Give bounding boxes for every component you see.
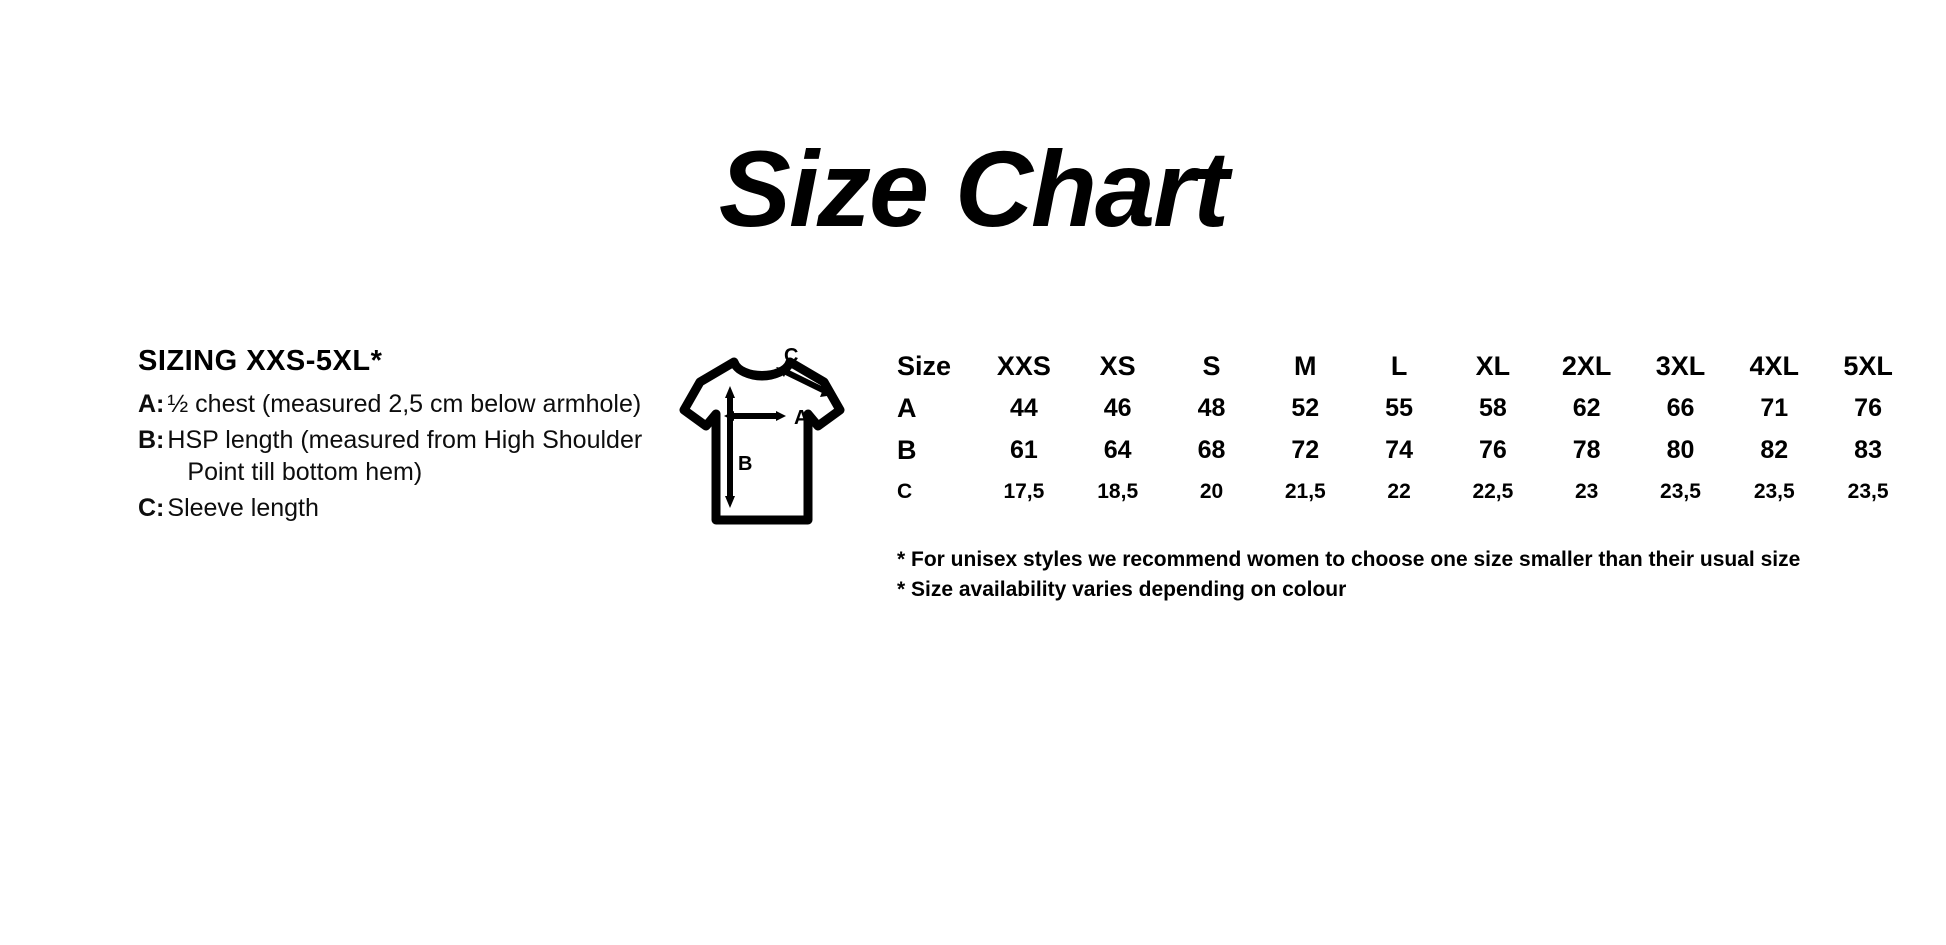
cell-b-3xl: 80 <box>1666 435 1695 464</box>
header-size: Size <box>897 350 952 381</box>
legend-text-c: Sleeve length <box>167 494 319 522</box>
legend-text-b-line1: HSP length (measured from High Shoulder <box>167 426 643 454</box>
cell-a-xxs: 44 <box>1009 393 1038 422</box>
legend-key-c: C: <box>138 494 165 522</box>
cell-b-xl: 76 <box>1478 435 1507 464</box>
table-row <box>895 387 1915 429</box>
header-2xl: 2XL <box>1561 350 1612 381</box>
cell-c-4xl: 23,5 <box>1753 480 1795 503</box>
table-header-row <box>895 345 1915 387</box>
svg-text:B: B <box>738 453 753 475</box>
tshirt-diagram <box>672 348 852 538</box>
cell-a-l: 55 <box>1385 393 1413 422</box>
cell-b-2xl: 78 <box>1572 435 1601 464</box>
footnote-1: * For unisex styles we recommend women to choose one size smaller than their usual size <box>897 548 1801 571</box>
footnotes <box>897 545 1897 606</box>
row-label-a: A <box>897 392 917 423</box>
cell-a-3xl: 66 <box>1666 393 1695 422</box>
row-label-c: C <box>897 480 913 503</box>
legend-text-b-line2: Point till bottom hem) <box>187 458 423 486</box>
cell-a-5xl: 76 <box>1854 393 1882 422</box>
legend-text-b <box>167 424 642 488</box>
header-l: L <box>1390 350 1408 381</box>
cell-b-m: 72 <box>1291 435 1320 464</box>
cell-b-5xl: 83 <box>1854 435 1882 464</box>
svg-text:C: C <box>784 348 799 367</box>
cell-c-2xl: 23 <box>1575 480 1599 503</box>
cell-a-s: 48 <box>1197 393 1226 422</box>
cell-b-l: 74 <box>1385 435 1413 464</box>
svg-text:A: A <box>794 407 809 429</box>
cell-c-s: 20 <box>1199 480 1224 503</box>
cell-c-xl: 22,5 <box>1472 480 1514 503</box>
footnote-2: * Size availability varies depending on colour <box>897 578 1347 602</box>
legend-key-b: B: <box>138 426 165 454</box>
size-table <box>895 345 1915 513</box>
header-5xl: 5XL <box>1843 350 1893 381</box>
header-4xl: 4XL <box>1749 350 1800 381</box>
page-title: Size Chart <box>718 128 1228 249</box>
header-xs: XS <box>1099 350 1136 381</box>
table-row <box>895 471 1915 513</box>
cell-c-l: 22 <box>1387 480 1411 503</box>
cell-a-4xl: 71 <box>1760 393 1789 422</box>
table-row <box>895 429 1915 471</box>
cell-c-m: 21,5 <box>1284 480 1326 503</box>
legend-key-a: A: <box>138 390 165 418</box>
cell-a-m: 52 <box>1291 393 1320 422</box>
cell-b-xxs: 61 <box>1009 435 1038 464</box>
legend-item-b <box>138 424 658 488</box>
legend-item-c <box>138 492 658 524</box>
size-table-container <box>895 345 1915 513</box>
tshirt-icon <box>672 348 852 538</box>
cell-b-xs: 64 <box>1103 435 1132 464</box>
legend-heading: SIZING XXS-5XL* <box>138 345 383 377</box>
header-s: S <box>1202 350 1221 381</box>
legend-item-a <box>138 388 658 420</box>
cell-a-xl: 58 <box>1478 393 1507 422</box>
cell-c-xxs: 17,5 <box>1003 480 1045 503</box>
header-3xl: 3XL <box>1655 350 1706 381</box>
cell-b-s: 68 <box>1197 435 1226 464</box>
header-m: M <box>1294 350 1317 381</box>
header-xl: XL <box>1475 350 1511 381</box>
cell-a-xs: 46 <box>1103 393 1132 422</box>
legend-text-a: ½ chest (measured 2,5 cm below armhole) <box>167 390 642 418</box>
cell-a-2xl: 62 <box>1572 393 1601 422</box>
cell-b-4xl: 82 <box>1760 435 1789 464</box>
header-xxs: XXS <box>996 350 1051 381</box>
cell-c-3xl: 23,5 <box>1660 480 1701 503</box>
cell-c-5xl: 23,5 <box>1847 480 1889 503</box>
cell-c-xs: 18,5 <box>1097 480 1139 503</box>
row-label-b: B <box>897 434 917 465</box>
size-table-header <box>895 345 1915 387</box>
size-table-body <box>895 387 1915 513</box>
sizing-legend <box>138 345 658 528</box>
